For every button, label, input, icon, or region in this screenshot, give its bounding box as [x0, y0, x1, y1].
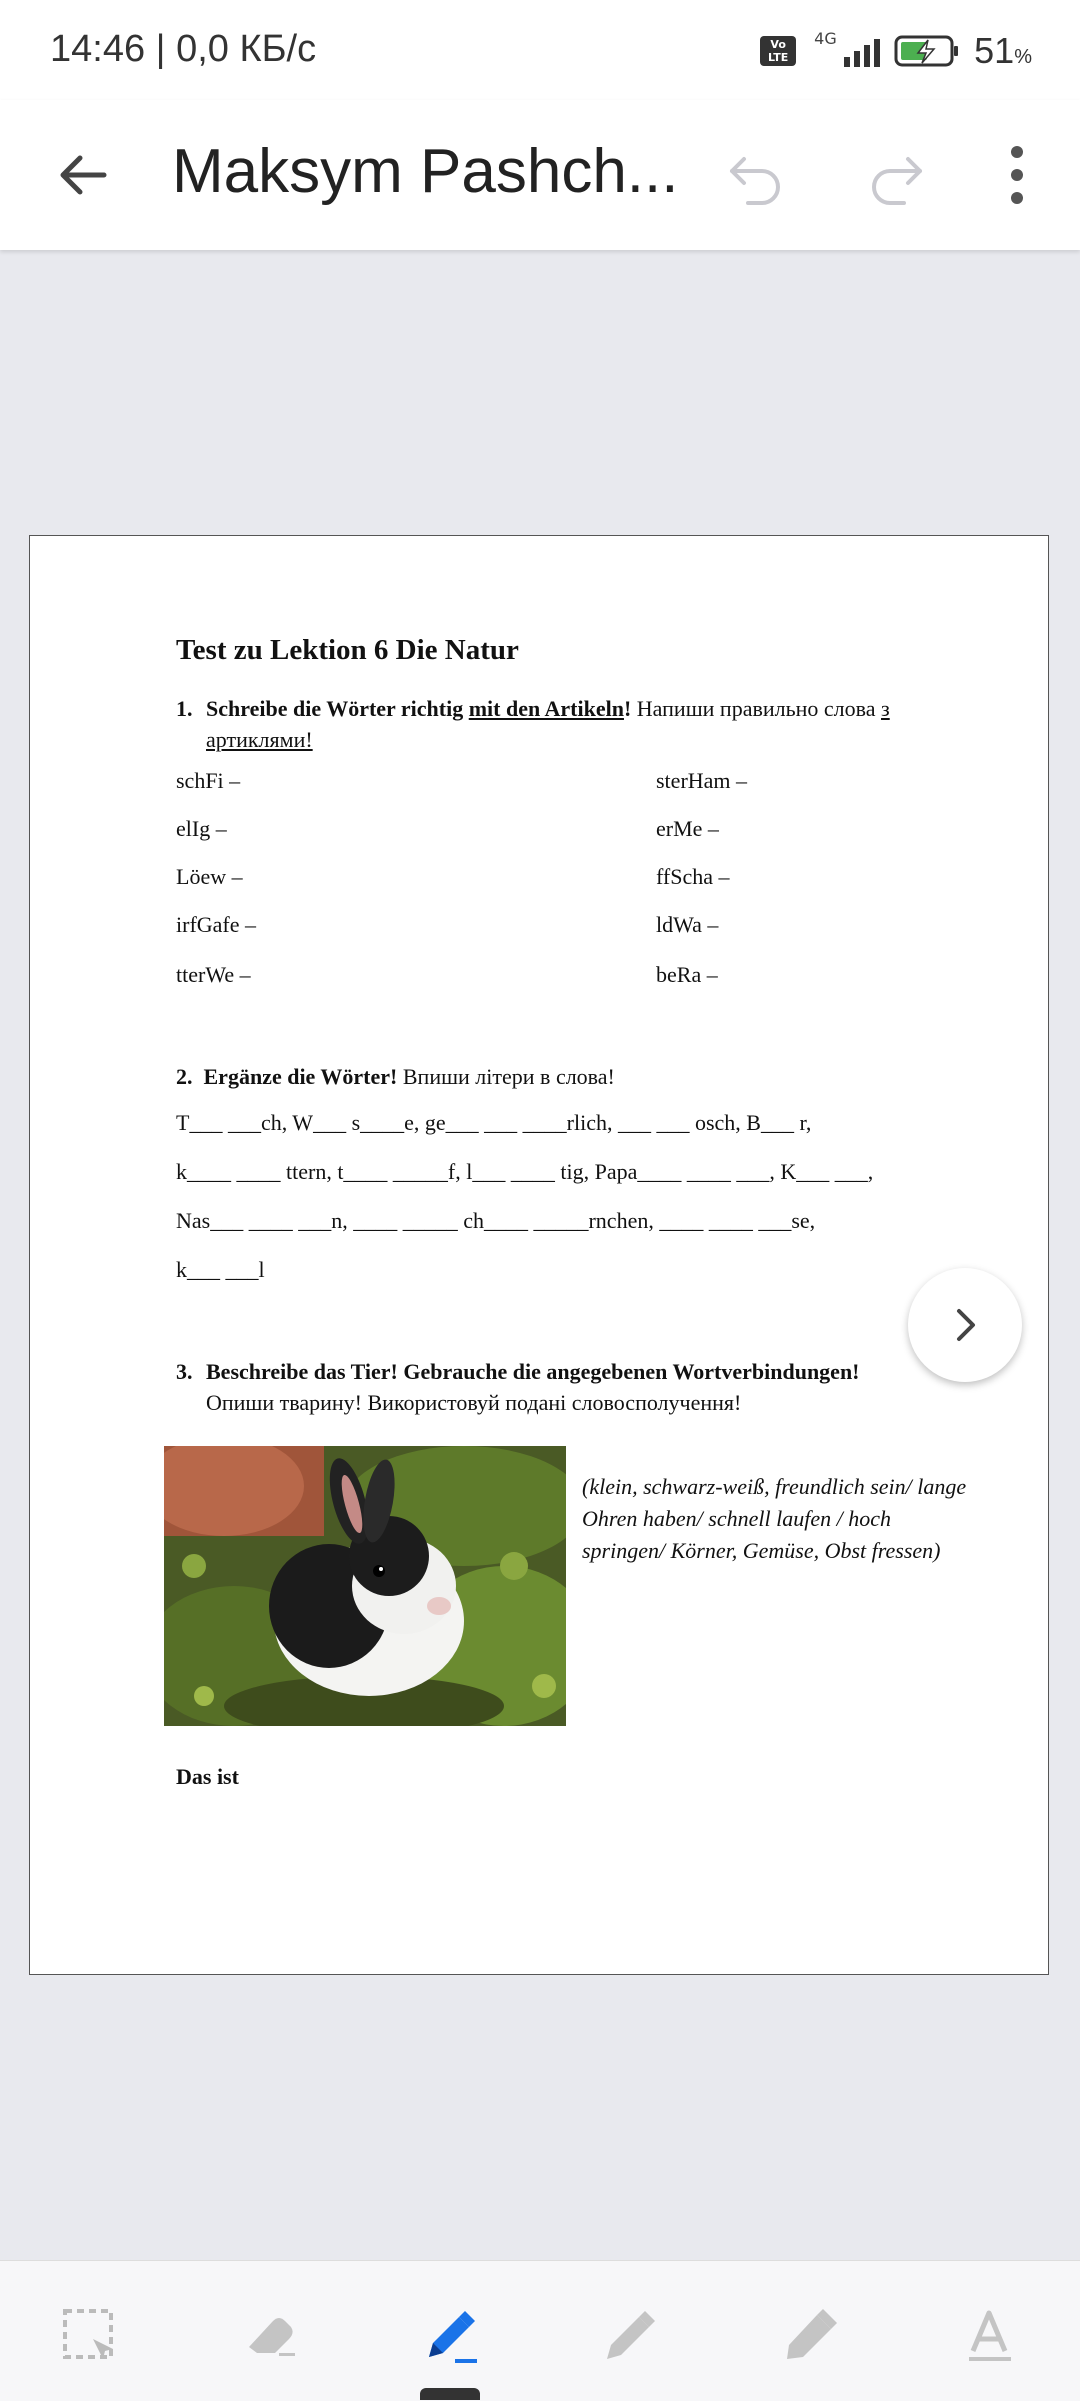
eraser-icon[interactable]	[235, 2301, 305, 2371]
undo-icon[interactable]	[722, 145, 792, 205]
word-right-2: erMe –	[656, 816, 719, 841]
task-1	[176, 693, 966, 755]
word-right-3: ffScha –	[656, 864, 730, 889]
word-left-2: elIg –	[176, 816, 227, 841]
fill-line-2: k____ ____ ttern, t____ _____f, l___ ____ tig, Papa____ ____ ___, K___ ___,	[176, 1159, 874, 1184]
task-2-instruction-ua: Впиши літери в слова!	[397, 1064, 615, 1089]
status-icons	[760, 28, 1032, 74]
word-right-5: beRa –	[656, 962, 718, 987]
word-right-1: sterHam –	[656, 768, 748, 793]
document-page[interactable]	[29, 535, 1049, 1975]
task-2-instruction: Ergänze die Wörter!	[203, 1064, 398, 1089]
more-vert-icon[interactable]	[1000, 142, 1034, 208]
fill-line-3: Nas___ ____ ___n, ____ _____ ch____ _____rnchen, ____ ____ ___se,	[176, 1208, 816, 1233]
task-3	[176, 1356, 966, 1418]
word-right-4: ldWa –	[656, 912, 719, 937]
nav-handle	[420, 2388, 480, 2400]
battery-percent: 51%	[974, 30, 1032, 71]
pencil-icon[interactable]	[595, 2301, 665, 2371]
signal-icon	[810, 31, 880, 71]
task-1-bold-a: Schreibe die Wörter richtig	[206, 696, 469, 721]
chevron-right-icon	[945, 1305, 985, 1345]
task-1-bold-b: !	[623, 696, 632, 721]
fill-line-4: k___ ___l	[176, 1257, 265, 1282]
word-hints: (klein, schwarz-weiß, freundlich sein/ lange Ohren haben/ schnell laufen / hoch springen/ Körner, Gemüse, Obst fressen)	[582, 1474, 967, 1563]
redo-icon[interactable]	[860, 145, 930, 205]
task-3-number: 3.	[176, 1359, 193, 1384]
word-left-1: schFi –	[176, 768, 241, 793]
next-page-button[interactable]	[908, 1268, 1022, 1382]
status-bar	[0, 0, 1080, 100]
task-2-number: 2.	[176, 1064, 193, 1089]
arrow-back-icon[interactable]	[48, 140, 118, 210]
select-area-icon[interactable]	[55, 2301, 125, 2371]
volte-icon: Vo LTE	[760, 36, 796, 66]
status-time: 14:46 | 0,0 КБ/с	[50, 28, 317, 70]
task-3-instruction: Beschreibe das Tier! Gebrauche die angegebenen Wortverbindungen!	[206, 1359, 860, 1384]
word-left-3: Löew –	[176, 864, 243, 889]
pen-icon[interactable]	[415, 2301, 485, 2371]
task-1-instruction-ua-underlined: з артиклями!	[206, 696, 890, 752]
word-left-5: tterWe –	[176, 962, 251, 987]
battery-charging-icon	[894, 34, 960, 68]
annotation-toolbar	[0, 2260, 1080, 2401]
task-1-bold-underlined: mit den Artikeln	[468, 696, 624, 721]
marker-icon[interactable]	[775, 2301, 845, 2371]
rabbit-photo	[164, 1446, 566, 1726]
worksheet-title: Test zu Lektion 6 Die Natur	[176, 634, 519, 666]
text-icon[interactable]	[955, 2301, 1025, 2371]
task-2-heading	[176, 1061, 615, 1092]
fill-line-1: T___ ___ch, W___ s____e, ge___ ___ ____rlich, ___ ___ osch, B___ r,	[176, 1110, 812, 1135]
task-1-number: 1.	[176, 696, 193, 721]
answer-start: Das ist	[176, 1764, 239, 1789]
word-left-4: irfGafe –	[176, 912, 257, 937]
task-3-instruction-ua: Опиши тварину! Використовуй подані словосполучення!	[206, 1390, 742, 1415]
document-title: Maksym Pashch...	[172, 137, 679, 206]
network-type: 4G	[814, 29, 837, 48]
task-1-instruction-ua: Напиши правильно слова	[631, 696, 882, 721]
app-bar	[0, 100, 1080, 250]
